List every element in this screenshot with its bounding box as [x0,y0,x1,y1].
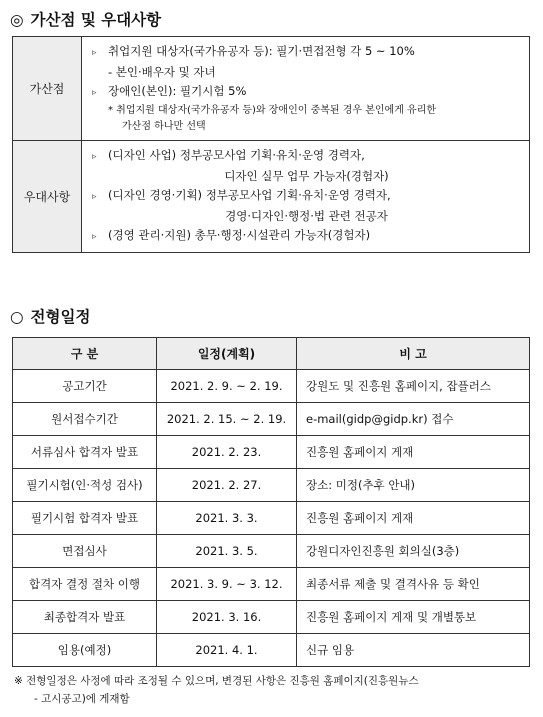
preference-content: ▹ (디자인 사업) 정부공모사업 기획·유치·운영 경력자, 디자인 실무 업무 가능자(경험자) ▹ (디자인 경영·기획) 정부공모사업 기획·유치·운영 경력자, 경영·디자인·행정·법 관련 전공자 ▹ (경영 관리·지원) 총무·행정·시설관리 가능자(경험자) [82,141,530,253]
bonus-note: * 취업지원 대상자(국가유공자 등)와 장애인이 중복된 경우 본인에게 유리한 [108,105,437,116]
preference-label: 우대사항 [13,141,82,253]
triangle-bullet-icon: ▹ [92,192,97,202]
bonus-label: 가산점 [13,37,82,141]
triangle-bullet-icon: ▹ [92,232,97,242]
column-header: 구 분 [13,338,157,370]
table-row: 임용(예정) 2021. 4. 1. 신규 임용 [13,634,530,667]
bonus-preference-table [12,36,530,253]
section-title-bonus: ◎ 가산점 및 우대사항 [10,11,162,29]
table-row: 면접심사 2021. 3. 5. 강원디자인진흥원 회의실(3층) [13,535,530,568]
table-row: 필기시험(인·적성 검사) 2021. 2. 27. 장소: 미정(추후 안내) [13,469,530,502]
table-header-row [13,338,530,370]
bonus-row [13,37,530,141]
circle-icon: ○ [10,308,24,326]
section-title-schedule: ○ 전형일정 [10,308,91,326]
table-row: 합격자 결정 절차 이행 2021. 3. 9. ~ 3. 12. 최종서류 제출 및 결격사유 등 확인 [13,568,530,601]
table-row: 필기시험 합격자 발표 2021. 3. 3. 진흥원 홈페이지 게재 [13,502,530,535]
table-row: 원서접수기간 2021. 2. 15. ~ 2. 19. e-mail(gidp@gidp.kr) 접수 [13,403,530,436]
column-header: 비 고 [297,338,530,370]
triangle-bullet-icon: ▹ [92,152,97,162]
table-row: 최종합격자 발표 2021. 3. 16. 진흥원 홈페이지 게재 및 개별통보 [13,601,530,634]
triangle-bullet-icon: ▹ [92,88,97,98]
column-header: 일정(계획) [157,338,297,370]
table-row: 서류심사 합격자 발표 2021. 2. 23. 진흥원 홈페이지 게재 [13,436,530,469]
triangle-bullet-icon: ▹ [92,48,97,58]
schedule-table [12,337,530,667]
double-circle-icon: ◎ [10,11,24,29]
bonus-content: ▹ 취업지원 대상자(국가유공자 등): 필기·면접전형 각 5 ~ 10% - 본인·배우자 및 자녀 ▹ 장애인(본인): 필기시험 5% * 취업지원 대상자(국가유공자 등)와 장애인이 중복된 경우 본인에게 유리한 가산점 하나만 선택 [82,37,530,141]
schedule-footnote: ※ 전형일정은 사정에 따라 조정될 수 있으며, 변경된 사항은 진흥원 홈페이지(진흥원뉴스 - 고시공고)에 게재함 [14,675,419,705]
table-row: 공고기간 2021. 2. 9. ~ 2. 19. 강원도 및 진흥원 홈페이지, 잡플러스 [13,370,530,403]
preference-row [13,141,530,253]
